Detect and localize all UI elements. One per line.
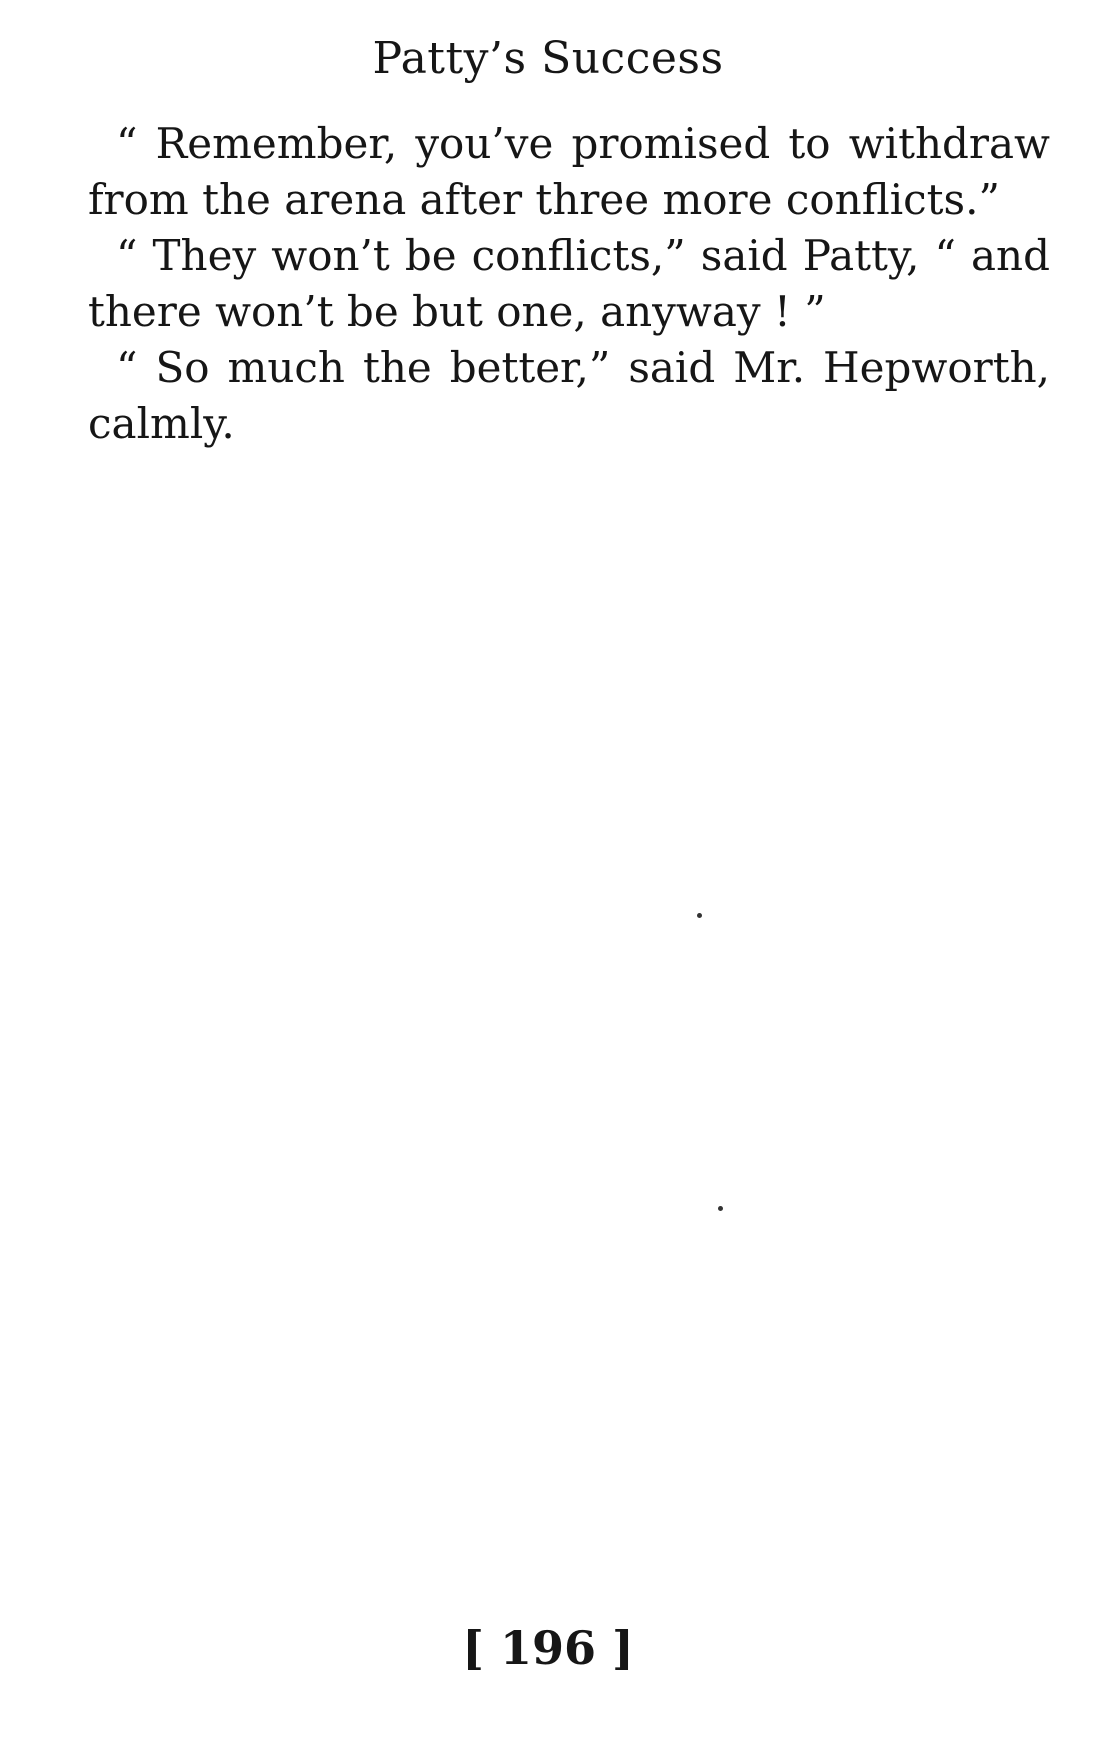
- body-text: [88, 116, 1050, 452]
- print-speck: [718, 1206, 723, 1211]
- page-number: [ 196 ]: [462, 1621, 634, 1675]
- running-head: Patty’s Success: [372, 33, 724, 84]
- paragraph-remember: “ Remember, you’ve promised to withdraw from the arena after three more conflicts.”: [88, 119, 1050, 224]
- print-speck: [697, 913, 702, 918]
- paragraph-better: “ So much the better,” said Mr. Hepworth, calmly.: [88, 343, 1050, 448]
- paragraph-conflicts: “ They won’t be conflicts,” said Patty, “ and there won’t be but one, anyway ! ”: [88, 231, 1050, 336]
